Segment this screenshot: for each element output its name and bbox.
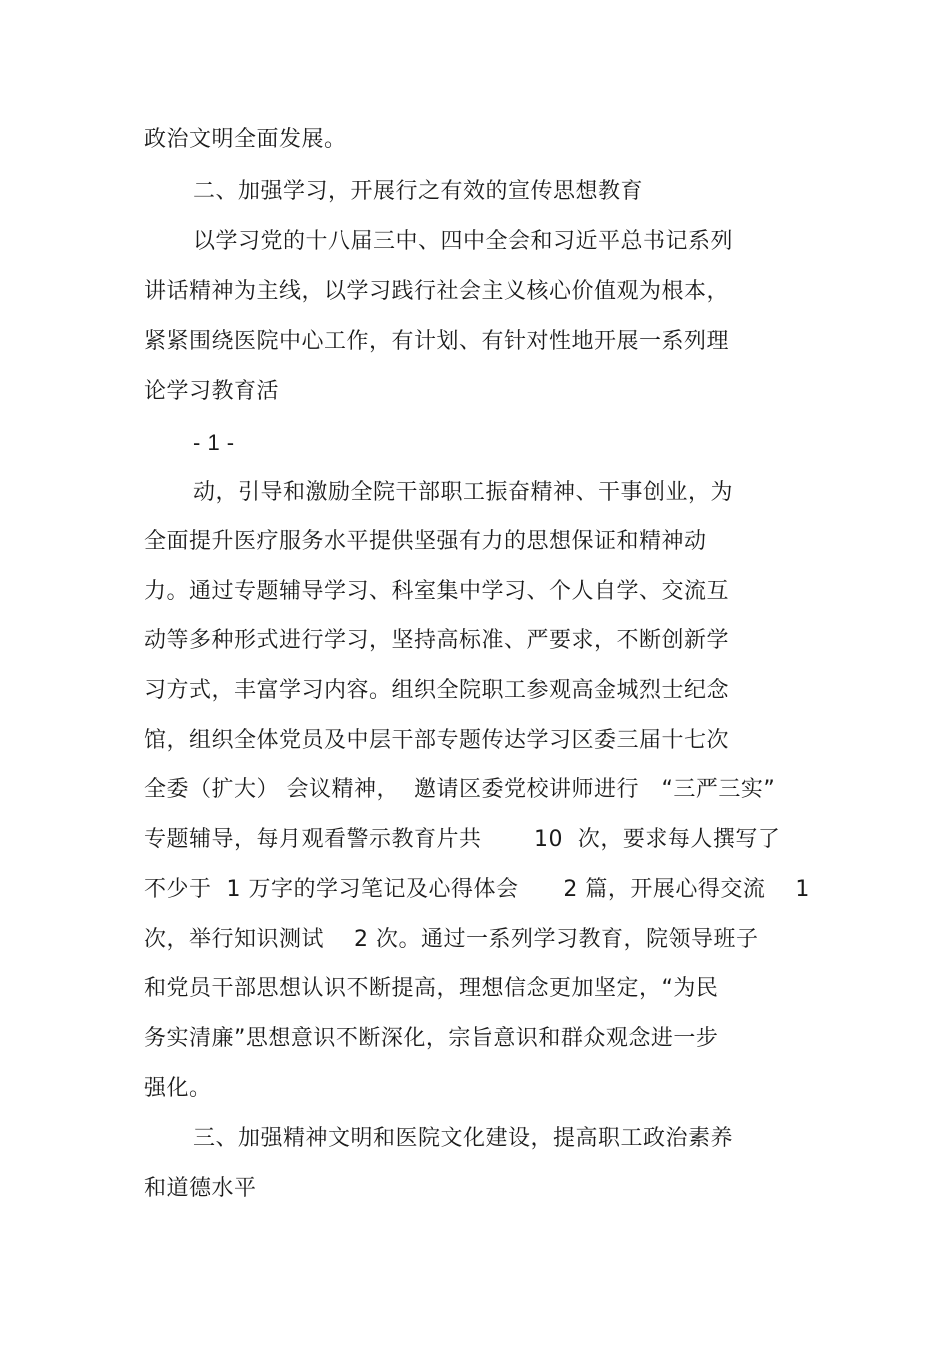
section-heading-continued: 和道德水平 [144,1176,257,1201]
text-line: 馆，组织全体党员及中层干部专题传达学习区委三届十七次 [144,728,730,753]
page-number: - 1 - [193,430,235,455]
text-line: 不少于 1 万字的学习笔记及心得体会 2 篇，开展心得交流 1 [144,877,810,902]
text-line: 习方式，丰富学习内容。组织全院职工参观高金城烈士纪念 [144,678,730,703]
text-line: 以学习党的十八届三中、四中全会和习近平总书记系列 [193,229,734,254]
text-line: 动，引导和激励全院干部职工振奋精神、干事创业，为 [193,480,734,505]
text-line: 专题辅导，每月观看警示教育片共 10 次，要求每人撰写了 [144,827,781,852]
text-line: 次，举行知识测试 2 次。通过一系列学习教育，院领导班子 [144,927,759,952]
text-line: 紧紧围绕医院中心工作，有计划、有针对性地开展一系列理 [144,329,730,354]
text-line: 动等多种形式进行学习，坚持高标准、严要求，不断创新学 [144,628,730,653]
section-heading: 二、加强学习，开展行之有效的宣传思想教育 [193,179,644,204]
text-line: 全面提升医疗服务水平提供坚强有力的思想保证和精神动 [144,529,707,554]
text-line: 论学习教育活 [144,379,280,404]
text-line: 力。通过专题辅导学习、科室集中学习、个人自学、交流互 [144,579,730,604]
section-heading: 三、加强精神文明和医院文化建设，提高职工政治素养 [193,1126,734,1151]
text-line: 政治文明全面发展。 [144,127,347,152]
text-line: 务实清廉”思想意识不断深化，宗旨意识和群众观念进一步 [144,1026,719,1051]
text-line: 和党员干部思想认识不断提高，理想信念更加坚定，“为民 [144,976,719,1001]
text-line: 全委（扩大） 会议精神， 邀请区委党校讲师进行 “三严三实” [144,777,776,802]
text-line: 强化。 [144,1076,212,1101]
text-line: 讲话精神为主线，以学习践行社会主义核心价值观为根本， [144,279,730,304]
